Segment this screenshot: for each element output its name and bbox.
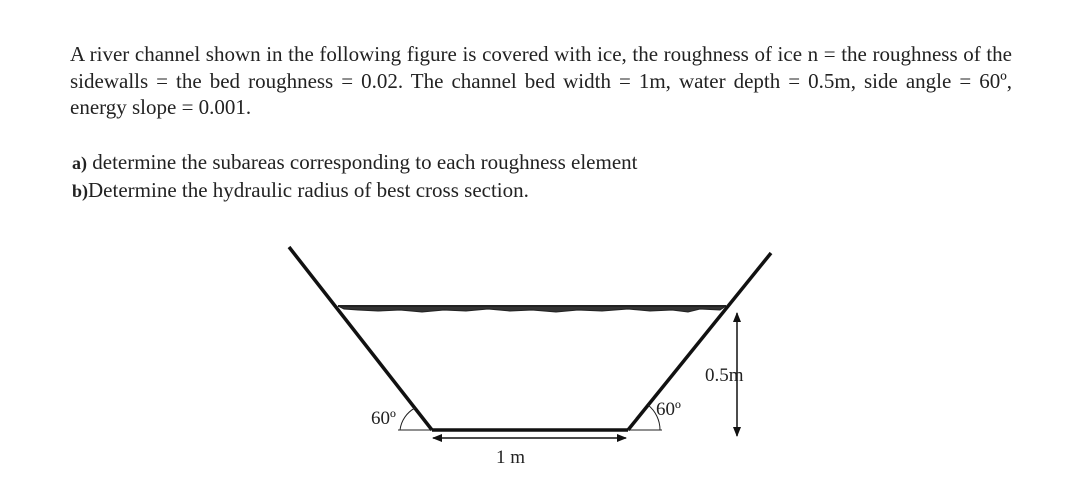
question-b-text: Determine the hydraulic radius of best cross section. bbox=[88, 178, 529, 202]
depth-label: 0.5m bbox=[705, 365, 744, 386]
left-sidewall bbox=[289, 247, 432, 430]
left-angle-label: 60º bbox=[371, 408, 396, 429]
question-a-text: determine the subareas corresponding to each roughness element bbox=[92, 150, 638, 174]
width-label: 1 m bbox=[496, 447, 526, 468]
question-a-marker: a) bbox=[72, 153, 87, 173]
problem-statement: A river channel shown in the following figure is covered with ice, the roughness of ice n = the roughness of the sidewalls = the bed roughness = 0.02. The channel bed width = 1m, water depth = 0.5m, side angle = 60º, energy slope = 0.001. bbox=[70, 42, 1012, 119]
right-sidewall bbox=[628, 253, 771, 430]
left-angle-arc bbox=[400, 408, 415, 430]
right-angle-label: 60º bbox=[656, 399, 681, 420]
question-b-marker: b) bbox=[72, 181, 89, 201]
